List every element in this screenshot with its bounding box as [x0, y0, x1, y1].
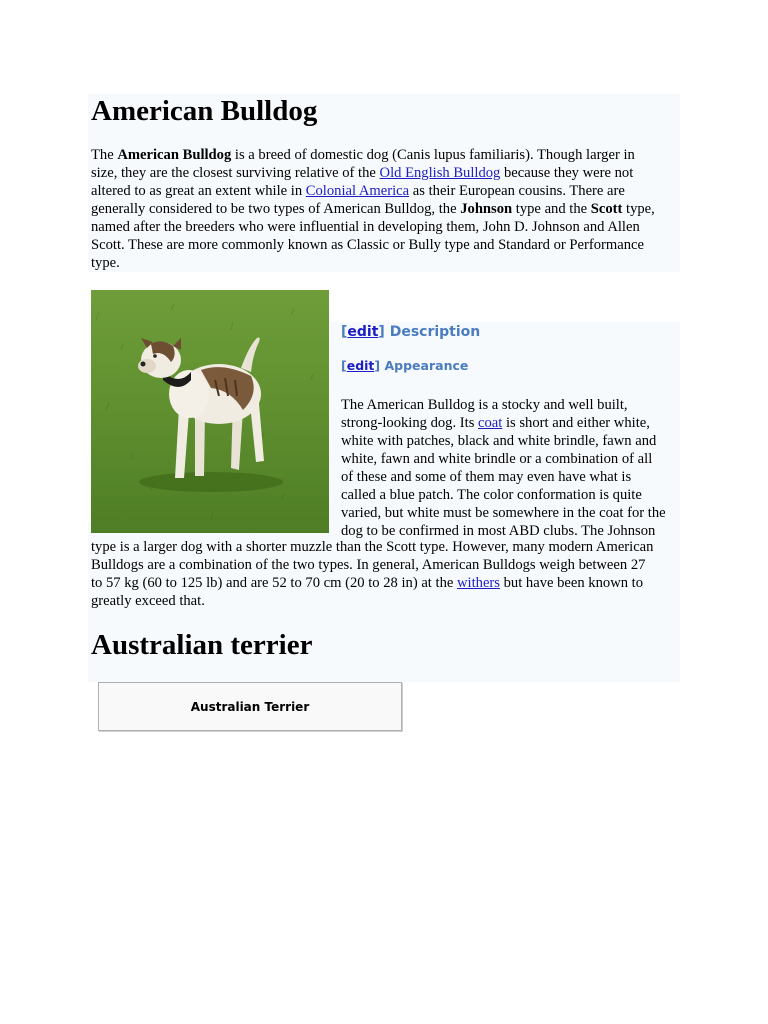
coat-link[interactable]: coat: [478, 415, 503, 431]
appearance-paragraph-continued: type is a larger dog with a shorter muzzle than the Scott type. However, many modern American Bulldogs are a combination of the two types. In general, American Bulldogs weigh between 27 to 57 kg (60 to 125 lb) and are 52 to 70 cm (20 to 28 in) at the withers but have been known to greatly exceed that.: [91, 539, 654, 609]
edit-description-link[interactable]: edit: [347, 324, 379, 340]
appearance-paragraph: The American Bulldog is a stocky and well built, strong-looking dog. Its coat is short and either white, white with patches, black and white brindle, fawn and white, fawn and white brindle or a combination of all of these and some of them may even have what is called a blue patch. The color conformation is quite varied, but white must be somewhere in the coat for the dog to be confirmed in most ABD clubs. The Johnson: [341, 397, 666, 539]
bold-term: American Bulldog: [117, 147, 232, 163]
infobox-header: [98, 682, 402, 731]
scott-term: Scott: [590, 201, 623, 217]
edit-appearance-link[interactable]: edit: [346, 358, 375, 373]
second-article-title: Australian terrier: [91, 629, 313, 661]
page-title: American Bulldog: [91, 95, 318, 127]
old-english-bulldog-link[interactable]: Old English Bulldog: [379, 165, 501, 181]
johnson-term: Johnson: [460, 201, 513, 217]
intro-paragraph: The American Bulldog is a breed of domestic dog (Canis lupus familiaris). Though larger in size, they are the closest surviving relative of the Old English Bulldog because they were not altered to as great an extent while in Colonial America as their European cousins. There are generally considered to be two types of American Bulldog, the Johnson type and the Scott type, named after the breeders who were influential in developing them, John D. Johnson and Allen Scott. These are more commonly known as Classic or Bully type and Standard or Performance type.: [91, 147, 655, 271]
withers-link[interactable]: withers: [457, 575, 500, 591]
section-heading-description: [edit] Description: [341, 324, 481, 340]
section-heading-appearance: [edit] Appearance: [341, 358, 469, 373]
colonial-america-link[interactable]: Colonial America: [305, 183, 410, 199]
infobox-title: Australian Terrier: [190, 699, 310, 714]
american-bulldog-photo: [91, 290, 329, 533]
